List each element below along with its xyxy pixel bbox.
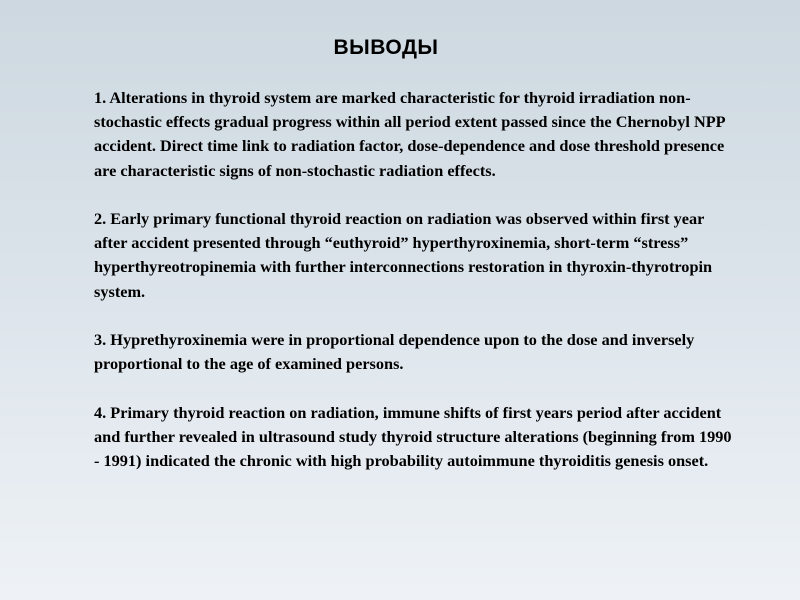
conclusion-4: 4. Primary thyroid reaction on radiation, immune shifts of first years period after accident and further revealed in ultrasound study thyroid structure alterations (beginning from 1990 - 1991) indicated the chronic with high probability autoimmune thyroiditis genesis onset. — [94, 402, 732, 470]
conclusion-2: 2. Early primary functional thyroid reaction on radiation was observed within first year after accident presented through “euthyroid” hyperthyroxinemia, short-term “stress” hyperthyreotropinemia with further interconnections restoration in thyroxin-thyrotropin system. — [94, 209, 713, 301]
slide-title-text: ВЫВОДЫ — [333, 36, 439, 59]
conclusions-list — [94, 86, 734, 473]
conclusion-1: 1. Alterations in thyroid system are marked characteristic for thyroid irradiation non-stochastic effects gradual progress within all period extent passed since the Chernobyl NPP accident. Direct time link to radiation factor, dose-dependence and dose threshold presence are characteristic signs of non-stochastic radiation effects. — [94, 88, 725, 180]
slide-title — [0, 36, 800, 60]
conclusion-3: 3. Hyprethyroxinemia were in proportional dependence upon to the dose and inversely proportional to the age of examined persons. — [94, 330, 695, 374]
